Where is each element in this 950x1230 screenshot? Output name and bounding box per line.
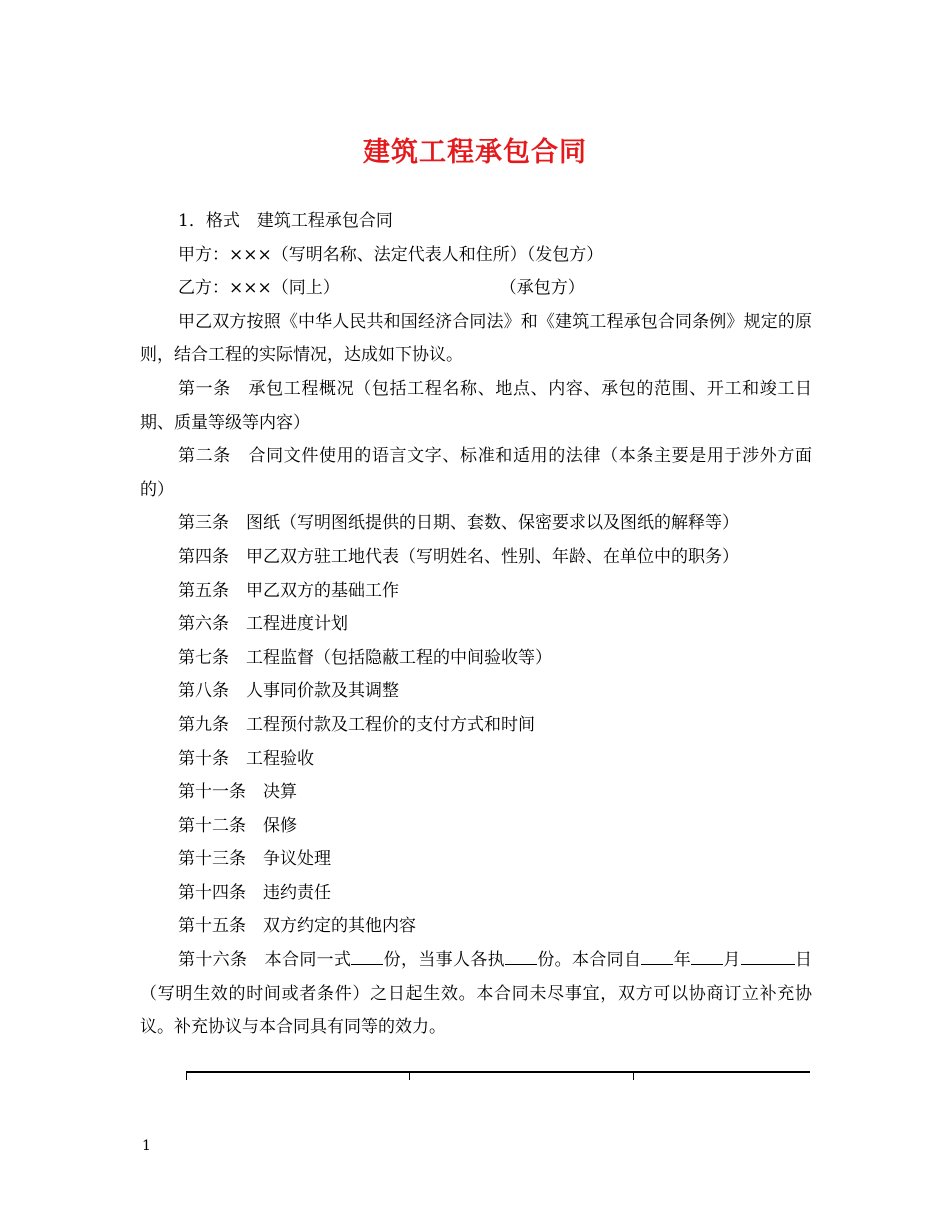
article-num: 第三条 (178, 513, 229, 534)
article-item (140, 709, 812, 743)
article-num: 第八条 (178, 681, 229, 702)
article-num: 第六条 (178, 614, 229, 635)
article-item (140, 843, 812, 877)
table-top-border (186, 1071, 810, 1083)
table-top-line (186, 1071, 810, 1073)
article-num: 第十二条 (178, 815, 246, 836)
article-num: 第十一条 (178, 782, 246, 803)
party-b-line (140, 272, 812, 306)
article-text: 工程预付款及工程价的支付方式和时间 (246, 714, 535, 735)
article-16-num: 第十六条 (178, 950, 248, 971)
article-text: 决算 (263, 782, 297, 803)
article-text: 人事同价款及其调整 (246, 681, 399, 702)
article-text: 承包工程概况（包括工程名称、地点、内容、承包的范围、开工和竣工日期、质量等级等内容） (140, 378, 813, 433)
article-text: 工程验收 (246, 748, 314, 769)
article-text: 工程进度计划 (246, 614, 348, 635)
table-tick (409, 1071, 410, 1080)
table-tick (186, 1071, 187, 1080)
article-text: 图纸（写明图纸提供的日期、套数、保密要求以及图纸的解释等） (246, 513, 739, 534)
article-num: 第十四条 (178, 882, 246, 903)
article-16: 第十六条 本合同一式 份，当事人各执 份。本合同自 年 月 日（写明生效的时间或者条件）之日起生效。本合同未尽事宜，双方可以协商订立补充协议。补充协议与本合同具有同等的效力。 (140, 950, 813, 1038)
document-title: 建筑工程承包合同 (363, 137, 587, 168)
article-item (140, 743, 812, 777)
article-item (140, 642, 812, 676)
article-text: 保修 (263, 815, 297, 836)
article-item (140, 877, 812, 911)
article-text: 甲乙双方的基础工作 (246, 580, 399, 601)
contract-body (140, 205, 812, 1045)
article-num: 第七条 (178, 647, 229, 668)
article-item (140, 541, 812, 575)
article-item (140, 776, 812, 810)
article-text: 工程监督（包括隐蔽工程的中间验收等） (246, 647, 552, 668)
article-text: 甲乙双方驻工地代表（写明姓名、性别、年龄、在单位中的职务） (246, 546, 739, 567)
article-text: 违约责任 (263, 882, 331, 903)
article-num: 第十五条 (178, 916, 246, 937)
article-num: 第五条 (178, 580, 229, 601)
party-b-right: （承包方） (499, 278, 585, 299)
article-num: 第九条 (178, 714, 229, 735)
article-text: 合同文件使用的语言文字、标准和适用的法律（本条主要是用于涉外方面的） (140, 446, 813, 500)
article-num: 第十三条 (178, 849, 246, 870)
article-item (140, 910, 812, 944)
article-num: 第四条 (178, 546, 229, 567)
article-num: 第一条 (178, 378, 231, 399)
article-item (140, 440, 812, 507)
article-item (140, 675, 812, 709)
party-a-line: 甲方：×××（写明名称、法定代表人和住所）（发包方） (178, 244, 604, 265)
article-num: 第二条 (178, 446, 231, 467)
article-list (140, 373, 812, 944)
article-item (140, 575, 812, 609)
format-line: 1．格式 建筑工程承包合同 (178, 211, 393, 231)
article-num: 第十条 (178, 748, 229, 769)
table-tick (633, 1071, 634, 1080)
intro-paragraph: 甲乙双方按照《中华人民共和国经济合同法》和《建筑工程承包合同条例》规定的原则，结合工程的实际情况，达成如下协议。 (140, 311, 812, 366)
article-item (140, 507, 812, 541)
page-number: 1 (142, 1138, 151, 1154)
party-b-left: 乙方：×××（同上） (178, 278, 340, 299)
article-text: 争议处理 (263, 849, 331, 870)
article-item (140, 373, 812, 440)
article-text: 双方约定的其他内容 (263, 916, 416, 937)
article-item (140, 608, 812, 642)
article-item (140, 810, 812, 844)
